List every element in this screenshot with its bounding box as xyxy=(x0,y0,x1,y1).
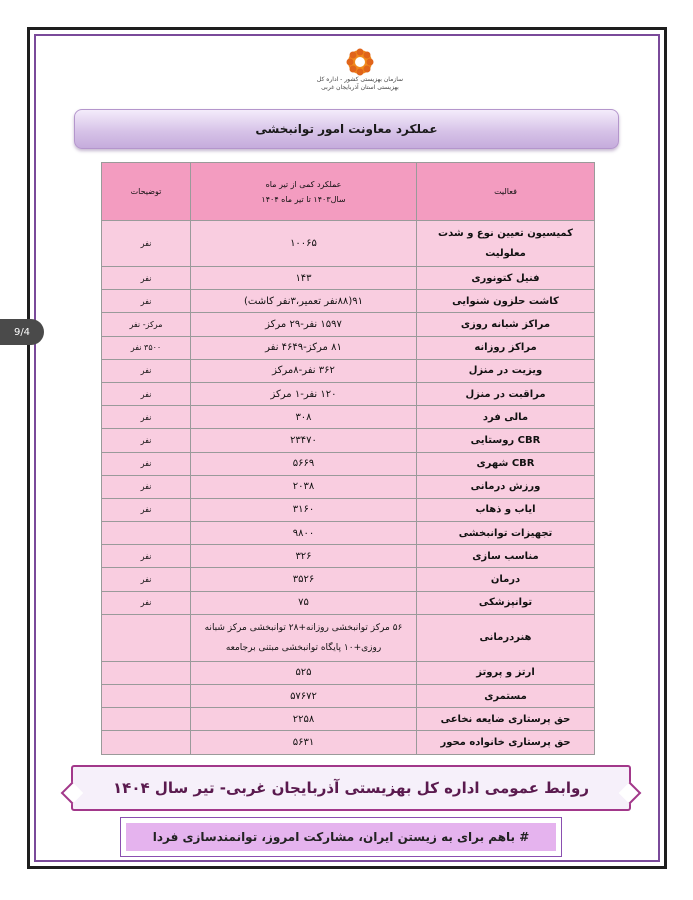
note-cell xyxy=(102,661,191,684)
note-cell: نفر xyxy=(102,498,191,521)
header-notes: توضیحات xyxy=(102,163,191,221)
value-cell: ۳۶۲ نفر-۸مرکز xyxy=(191,359,417,382)
activity-cell: ارتز و پروتز xyxy=(417,661,595,684)
value-cell: ۹۸۰۰ xyxy=(191,522,417,545)
table-header-row xyxy=(102,163,595,221)
footer-banner-text: روابط عمومی اداره کل بهزیستی آذربایجان غربی- تیر سال ۱۴۰۴ xyxy=(113,779,589,797)
section-title-bar xyxy=(74,109,619,149)
table-row xyxy=(102,545,595,568)
activity-cell: CBR شهری xyxy=(417,452,595,475)
header-activity: فعالیت xyxy=(417,163,595,221)
table-row xyxy=(102,336,595,359)
activity-cell: حق پرستاری خانواده محور xyxy=(417,731,595,754)
table-row xyxy=(102,406,595,429)
table-row xyxy=(102,708,595,731)
activity-cell: ایاب و ذهاب xyxy=(417,498,595,521)
table-row xyxy=(102,661,595,684)
value-cell: ۱۰۰۶۵ xyxy=(191,221,417,267)
value-cell: ۷۵ xyxy=(191,591,417,614)
note-cell: مرکز- نفر xyxy=(102,313,191,336)
activity-cell: مراکز شبانه روزی xyxy=(417,313,595,336)
note-cell: نفر xyxy=(102,406,191,429)
note-cell xyxy=(102,522,191,545)
value-cell: ۵۶۳۱ xyxy=(191,731,417,754)
note-cell: نفر xyxy=(102,359,191,382)
note-cell: نفر xyxy=(102,568,191,591)
value-cell: ۳۵۲۶ xyxy=(191,568,417,591)
activity-cell: CBR روستایی xyxy=(417,429,595,452)
performance-table xyxy=(101,162,595,755)
note-cell xyxy=(102,614,191,661)
value-cell: ۱۵۹۷ نفر-۲۹ مرکز xyxy=(191,313,417,336)
activity-cell: توانپزشکی xyxy=(417,591,595,614)
activity-cell: تجهیزات توانبخشی xyxy=(417,522,595,545)
table-row xyxy=(102,731,595,754)
table-row xyxy=(102,591,595,614)
note-cell: نفر xyxy=(102,591,191,614)
value-cell: ۵۶ مرکز توانبخشی روزانه+۲۸ توانبخشی مرکز شبانه روزی+۱۰ پایگاه توانبخشی مبتنی برجامعه xyxy=(191,614,417,661)
page-indicator[interactable]: 9/4 xyxy=(0,319,44,345)
header-performance: عملکرد کمی از تیر ماه سال۱۴۰۳ تا تیر ماه ۱۴۰۴ xyxy=(191,163,417,221)
value-cell: ۵۷۶۷۲ xyxy=(191,685,417,708)
value-cell: ۱۴۳ xyxy=(191,267,417,290)
activity-cell: ویزیت در منزل xyxy=(417,359,595,382)
table-row xyxy=(102,429,595,452)
slogan-inner xyxy=(126,823,556,851)
note-cell xyxy=(102,731,191,754)
activity-cell: ورزش درمانی xyxy=(417,475,595,498)
activity-cell: فنیل کتونوری xyxy=(417,267,595,290)
activity-cell: حق پرستاری ضایعه نخاعی xyxy=(417,708,595,731)
note-cell: ۳۵۰۰ نفر xyxy=(102,336,191,359)
slogan-text: # باهم برای به زیستن ایران، مشارکت امروز، توانمندسازی فردا xyxy=(152,830,530,844)
table-row xyxy=(102,568,595,591)
table-row xyxy=(102,452,595,475)
note-cell: نفر xyxy=(102,452,191,475)
note-cell xyxy=(102,685,191,708)
note-cell: نفر xyxy=(102,429,191,452)
value-cell: ۸۱ مرکز-۴۶۴۹ نفر xyxy=(191,336,417,359)
footer-banner xyxy=(71,765,631,811)
note-cell: نفر xyxy=(102,290,191,313)
activity-cell: مراقبت در منزل xyxy=(417,382,595,405)
table-row xyxy=(102,267,595,290)
table-row xyxy=(102,614,595,661)
value-cell: ۹۱(۸۸نفر تعمیر،۳نفر کاشت) xyxy=(191,290,417,313)
note-cell xyxy=(102,708,191,731)
activity-cell: مالی فرد xyxy=(417,406,595,429)
table-row xyxy=(102,221,595,267)
table-row xyxy=(102,382,595,405)
slogan-box xyxy=(120,817,562,857)
value-cell: ۱۲۰ نفر-۱ مرکز xyxy=(191,382,417,405)
organization-name: سازمان بهزیستی کشور - اداره کل بهزیستی استان آذربایجان غربی xyxy=(316,76,404,91)
note-cell: نفر xyxy=(102,545,191,568)
table-row xyxy=(102,685,595,708)
activity-cell: مراکز روزانه xyxy=(417,336,595,359)
activity-cell: کاشت حلزون شنوایی xyxy=(417,290,595,313)
activity-cell: درمان xyxy=(417,568,595,591)
table-row xyxy=(102,359,595,382)
value-cell: ۵۶۶۹ xyxy=(191,452,417,475)
table-row xyxy=(102,522,595,545)
activity-cell: مستمری xyxy=(417,685,595,708)
value-cell: ۲۳۴۷۰ xyxy=(191,429,417,452)
table-row xyxy=(102,290,595,313)
value-cell: ۳۲۶ xyxy=(191,545,417,568)
value-cell: ۲۰۳۸ xyxy=(191,475,417,498)
note-cell: نفر xyxy=(102,475,191,498)
value-cell: ۳۰۸ xyxy=(191,406,417,429)
value-cell: ۵۲۵ xyxy=(191,661,417,684)
value-cell: ۳۱۶۰ xyxy=(191,498,417,521)
note-cell: نفر xyxy=(102,382,191,405)
section-title: عملکرد معاونت امور توانبخشی xyxy=(255,122,438,136)
note-cell: نفر xyxy=(102,267,191,290)
table-row xyxy=(102,498,595,521)
note-cell: نفر xyxy=(102,221,191,267)
table-row xyxy=(102,313,595,336)
table-row xyxy=(102,475,595,498)
value-cell: ۲۲۵۸ xyxy=(191,708,417,731)
activity-cell: هنردرمانی xyxy=(417,614,595,661)
activity-cell: کمیسیون تعیین نوع و شدت معلولیت xyxy=(417,221,595,267)
activity-cell: مناسب سازی xyxy=(417,545,595,568)
